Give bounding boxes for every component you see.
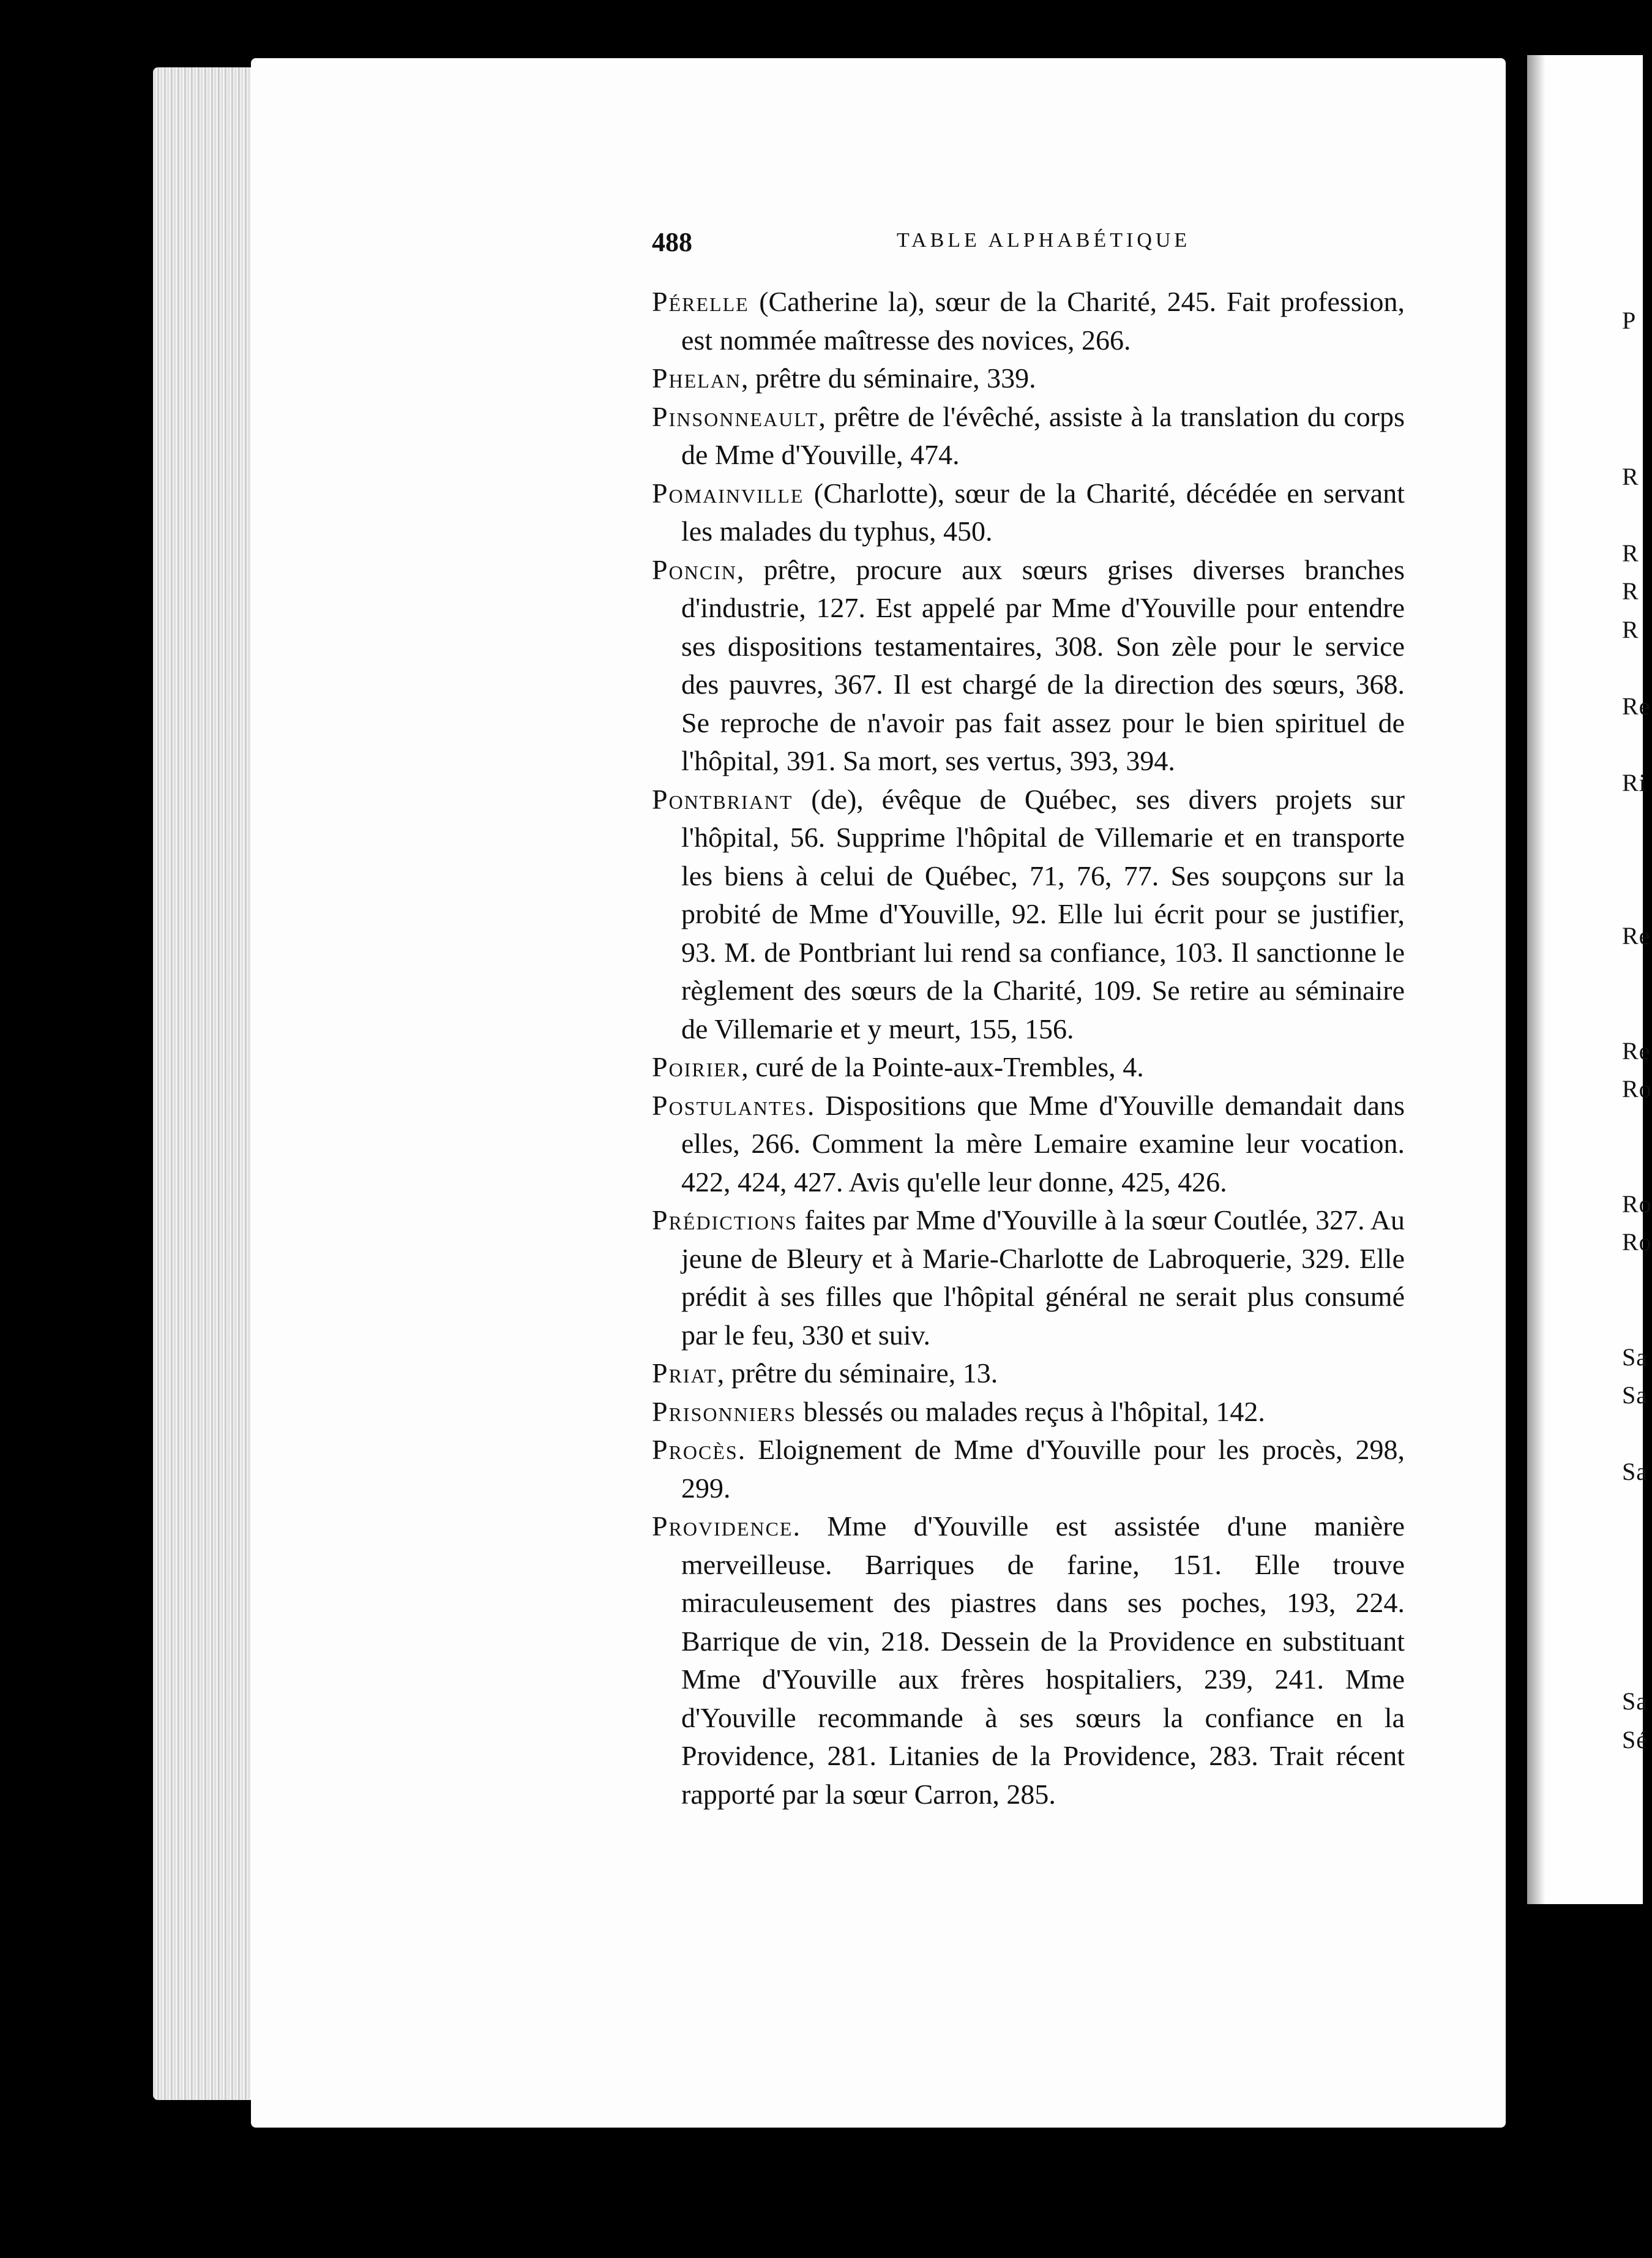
index-entry: [652, 551, 1405, 781]
entry-text: , prêtre du séminaire, 339.: [741, 362, 1036, 394]
next-page-letter: Ro: [1622, 1075, 1652, 1103]
next-page-letter: R: [1622, 539, 1639, 567]
entry-headword: Postulantes: [652, 1089, 807, 1121]
entry-headword: Poirier: [652, 1051, 742, 1082]
next-page-letter: Sa: [1622, 1381, 1648, 1409]
entry-headword: Pérelle: [652, 286, 749, 317]
entry-headword: Pomainville: [652, 477, 804, 509]
index-entry: [652, 1393, 1405, 1431]
entry-headword: Poncin: [652, 553, 737, 585]
entry-headword: Providence: [652, 1510, 793, 1542]
index-entry: [652, 781, 1405, 1049]
entry-text: (Catherine la), sœur de la Charité, 245. Fait profession, est nommée maîtresse des novices, 266.: [681, 286, 1405, 356]
index-entry: [652, 474, 1405, 551]
next-page-letter: Ro: [1622, 1228, 1652, 1256]
page-edges: [153, 67, 263, 2100]
entry-headword: Prisonniers: [652, 1395, 797, 1427]
index-entry: [652, 1048, 1405, 1087]
running-head: TABLE ALPHABÉTIQUE: [897, 229, 1191, 252]
entry-text: , prêtre du séminaire, 13.: [717, 1357, 998, 1389]
entry-headword: Procès: [652, 1434, 738, 1465]
next-page-letter: Sa: [1622, 1687, 1648, 1715]
next-page-letter: P: [1622, 307, 1637, 334]
entry-text: (de), évêque de Québec, ses divers projets sur l'hôpital, 56. Supprime l'hôpital de Villemarie et en transporte les biens à celui de Québec, 71, 76, 77. Ses soupçons sur la probité de Mme d'Youville, 92. Elle lui écrit pour se justifier, 93. M. de Pontbriant lui rend sa confiance, 103. Il sanctionne le règlement des sœurs de la Charité, 109. Se retire au séminaire de Villemarie et y meurt, 155, 156.: [681, 783, 1405, 1045]
entry-headword: Phelan: [652, 362, 742, 394]
entry-text: . Mme d'Youville est assistée d'une manière merveilleuse. Barriques de farine, 151. Elle trouve miraculeusement des piastres dans ses poches, 193, 224. Barrique de vin, 218. Dessein de la Providence en substituant Mme d'Youville aux frères hospitaliers, 239, 241. Mme d'Youville recommande à ses sœurs la confiance en la Providence, 281. Litanies de la Providence, 283. Trait récent rapporté par la sœur Carron, 285.: [681, 1510, 1405, 1810]
next-page-letter: Ri: [1622, 769, 1646, 797]
next-page-letter: R: [1622, 616, 1639, 643]
next-page-letter: Sa: [1622, 1458, 1648, 1485]
entry-headword: Priat: [652, 1357, 717, 1389]
index-entry: [652, 1201, 1405, 1354]
index-entries: [652, 283, 1405, 1814]
next-page-letter: Ro: [1622, 1190, 1652, 1218]
entry-text: , prêtre de l'évêché, assiste à la translation du corps de Mme d'Youville, 474.: [681, 400, 1405, 470]
entry-text: blessés ou malades reçus à l'hôpital, 142.: [796, 1395, 1265, 1427]
entry-headword: Pontbriant: [652, 783, 793, 815]
next-page-letter: R: [1622, 463, 1639, 490]
entry-text: , prêtre, procure aux sœurs grises diverses branches d'industrie, 127. Est appelé par Mme d'Youville pour entendre ses dispositions testamentaires, 308. Son zèle pour le service des pauvres, 367. Il est chargé de la direction des sœurs, 368. Se reproche de n'avoir pas fait assez pour le bien spirituel de l'hôpital, 391. Sa mort, ses vertus, 393, 394.: [681, 553, 1405, 776]
index-entry: [652, 1431, 1405, 1507]
entry-text: (Charlotte), sœur de la Charité, décédée en servant les malades du typhus, 450.: [681, 477, 1405, 547]
index-entry: [652, 359, 1405, 398]
next-page-letter: Sa: [1622, 1343, 1648, 1371]
next-page-letter: Re: [1622, 922, 1651, 950]
next-page-letter: Re: [1622, 692, 1651, 720]
index-entry: [652, 283, 1405, 359]
gutter-shadow: [1527, 55, 1545, 1904]
index-entry: [652, 1507, 1405, 1814]
entry-text: . Eloignement de Mme d'Youville pour les procès, 298, 299.: [681, 1434, 1405, 1504]
next-page-letter: R: [1622, 577, 1639, 605]
entry-headword: Pinsonneault: [652, 400, 819, 432]
entry-text: , curé de la Pointe-aux-Trembles, 4.: [741, 1051, 1144, 1082]
index-entry: [652, 398, 1405, 474]
next-page-letter: Re: [1622, 1037, 1651, 1065]
index-entry: [652, 1354, 1405, 1393]
entry-headword: Prédictions: [652, 1204, 798, 1236]
entry-text: faites par Mme d'Youville à la sœur Coutlée, 327. Au jeune de Bleury et à Marie-Charlotte de Labroquerie, 329. Elle prédit à ses filles que l'hôpital général ne serait plus consumé par le feu, 330 et suiv.: [681, 1204, 1405, 1351]
index-entry: [652, 1087, 1405, 1202]
entry-text: . Dispositions que Mme d'Youville demandait dans elles, 266. Comment la mère Lemaire examine leur vocation. 422, 424, 427. Avis qu'elle leur donne, 425, 426.: [681, 1089, 1405, 1198]
page-number: 488: [652, 227, 692, 257]
next-page-letter: Sé: [1622, 1726, 1648, 1754]
